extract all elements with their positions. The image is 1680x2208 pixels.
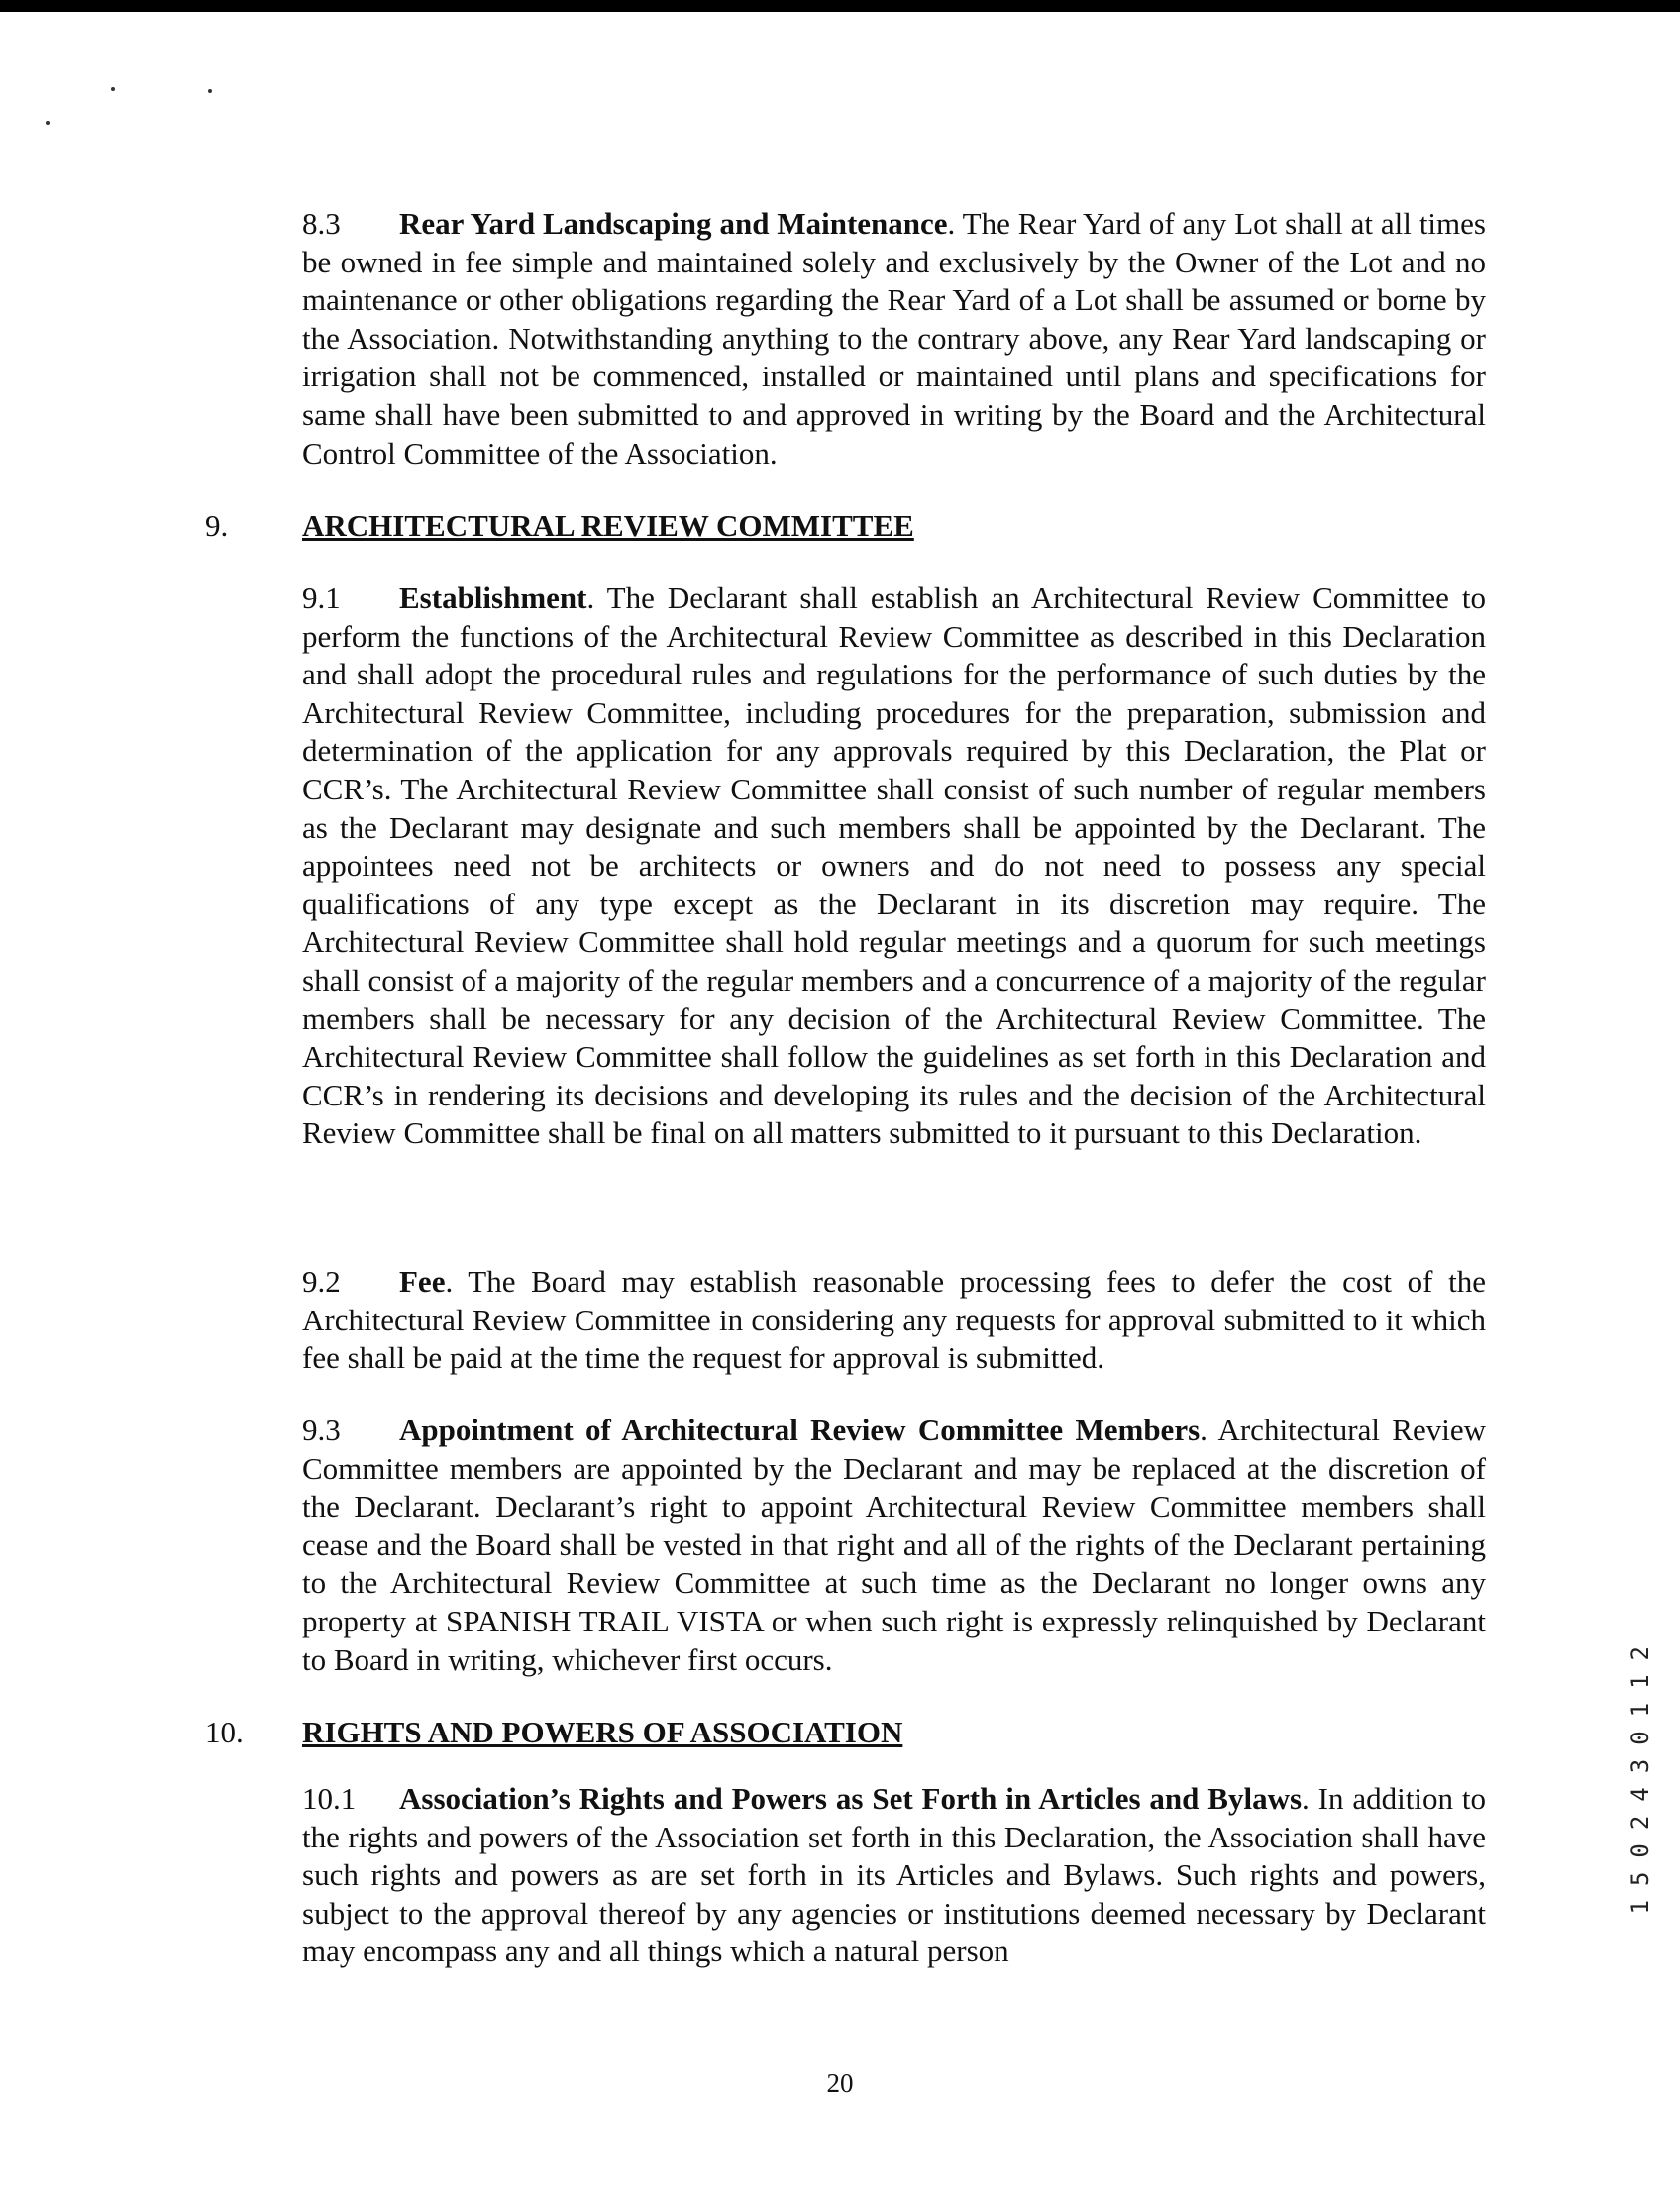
section-heading: Fee bbox=[399, 1264, 446, 1299]
margin-stamp bbox=[1621, 1565, 1660, 1981]
section-body: . The Rear Yard of any Lot shall at all times be owned in fee simple and maintained solely and exclusively by the Owner of the Lot and no maintenance or other obligations regarding the Rear Yard of a Lot shall be assumed or borne by the Association. Notwithstanding anything to the contrary above, any Rear Yard landscaping or irrigation shall not be commenced, installed or maintained until plans and specifications for same shall have been submitted to and approved in writing by the Board and the Architectural Control Committee of the Association. bbox=[302, 206, 1486, 471]
section-body: . The Board may establish reasonable processing fees to defer the cost of the Architectural Review Committee in considering any requests for approval submitted to it which fee shall be paid at the time the request for approval is submitted. bbox=[302, 1264, 1486, 1376]
section-9-3 bbox=[302, 1412, 1486, 1679]
section-body: . In addition to the rights and powers of the Association set forth in this Declaration, the Association shall have such rights and powers as are set forth in its Articles and Bylaws. Such rights and powers, subject to the approval thereof by any agencies or institutions deemed necessary by Declarant may encompass any and all things which a natural person bbox=[302, 1781, 1486, 1969]
section-9-2 bbox=[302, 1263, 1486, 1378]
scan-speck bbox=[208, 89, 212, 93]
article-title: RIGHTS AND POWERS OF ASSOCIATION bbox=[302, 1715, 903, 1749]
section-number: 10.1 bbox=[302, 1781, 357, 1816]
section-body: . The Declarant shall establish an Architectural Review Committee to perform the functions of the Architectural Review Committee as described in this Declaration and shall adopt the procedural rules and regulations for the performance of such duties by the Architectural Review Committee, including procedures for the preparation, submission and determination of the application for any approvals required by this Declaration, the Plat or CCR’s. The Architectural Review Committee shall consist of such number of regular members as the Declarant may designate and such members shall be appointed by the Declarant. The appointees need not be architects or owners and do not need to possess any special qualifications of any type except as the Declarant in its discretion may require. The Architectural Review Committee shall hold regular meetings and a quorum for such meetings shall consist of a majority of the regular members and a concurrence of a majority of the regular members shall be necessary for any decision of the Architectural Review Committee. The Architectural Review Committee shall follow the guidelines as set forth in this Declaration and CCR’s in rendering its decisions and developing its rules and the decision of the Architectural Review Committee shall be final on all matters submitted to it pursuant to this Declaration. bbox=[302, 580, 1486, 1151]
section-heading: Establishment bbox=[399, 580, 587, 615]
section-heading: Rear Yard Landscaping and Maintenance bbox=[399, 206, 948, 241]
page-number: 20 bbox=[826, 2068, 854, 2098]
article-number: 10. bbox=[205, 1715, 244, 1749]
section-8-3 bbox=[302, 205, 1486, 473]
scan-top-edge bbox=[0, 0, 1680, 12]
section-number: 8.3 bbox=[302, 206, 341, 241]
section-number: 9.1 bbox=[302, 580, 341, 615]
section-body: . Architectural Review Committee members are appointed by the Declarant and may be replaced at the discretion of the Declarant. Declarant’s right to appoint Architectural Review Committee members shall cease and the Board shall be vested in that right and all of the rights of the Declarant pertaining to the Architectural Review Committee at such time as the Declarant no longer owns any property at SPANISH TRAIL VISTA or when such right is expressly relinquished by Declarant to Board in writing, whichever first occurs. bbox=[302, 1413, 1486, 1677]
section-10-1 bbox=[302, 1780, 1486, 1971]
section-number: 9.3 bbox=[302, 1413, 341, 1447]
section-number: 9.2 bbox=[302, 1264, 341, 1299]
section-9-1 bbox=[302, 579, 1486, 1153]
section-heading: Association’s Rights and Powers as Set Forth in Articles and Bylaws bbox=[399, 1781, 1303, 1816]
article-number: 9. bbox=[205, 508, 229, 543]
section-heading: Appointment of Architectural Review Committee Members bbox=[399, 1413, 1201, 1447]
scan-speck bbox=[46, 121, 50, 125]
margin-stamp-text: 1502430112 bbox=[1627, 1631, 1654, 1915]
scan-speck bbox=[111, 87, 115, 91]
article-title: ARCHITECTURAL REVIEW COMMITTEE bbox=[302, 508, 914, 543]
